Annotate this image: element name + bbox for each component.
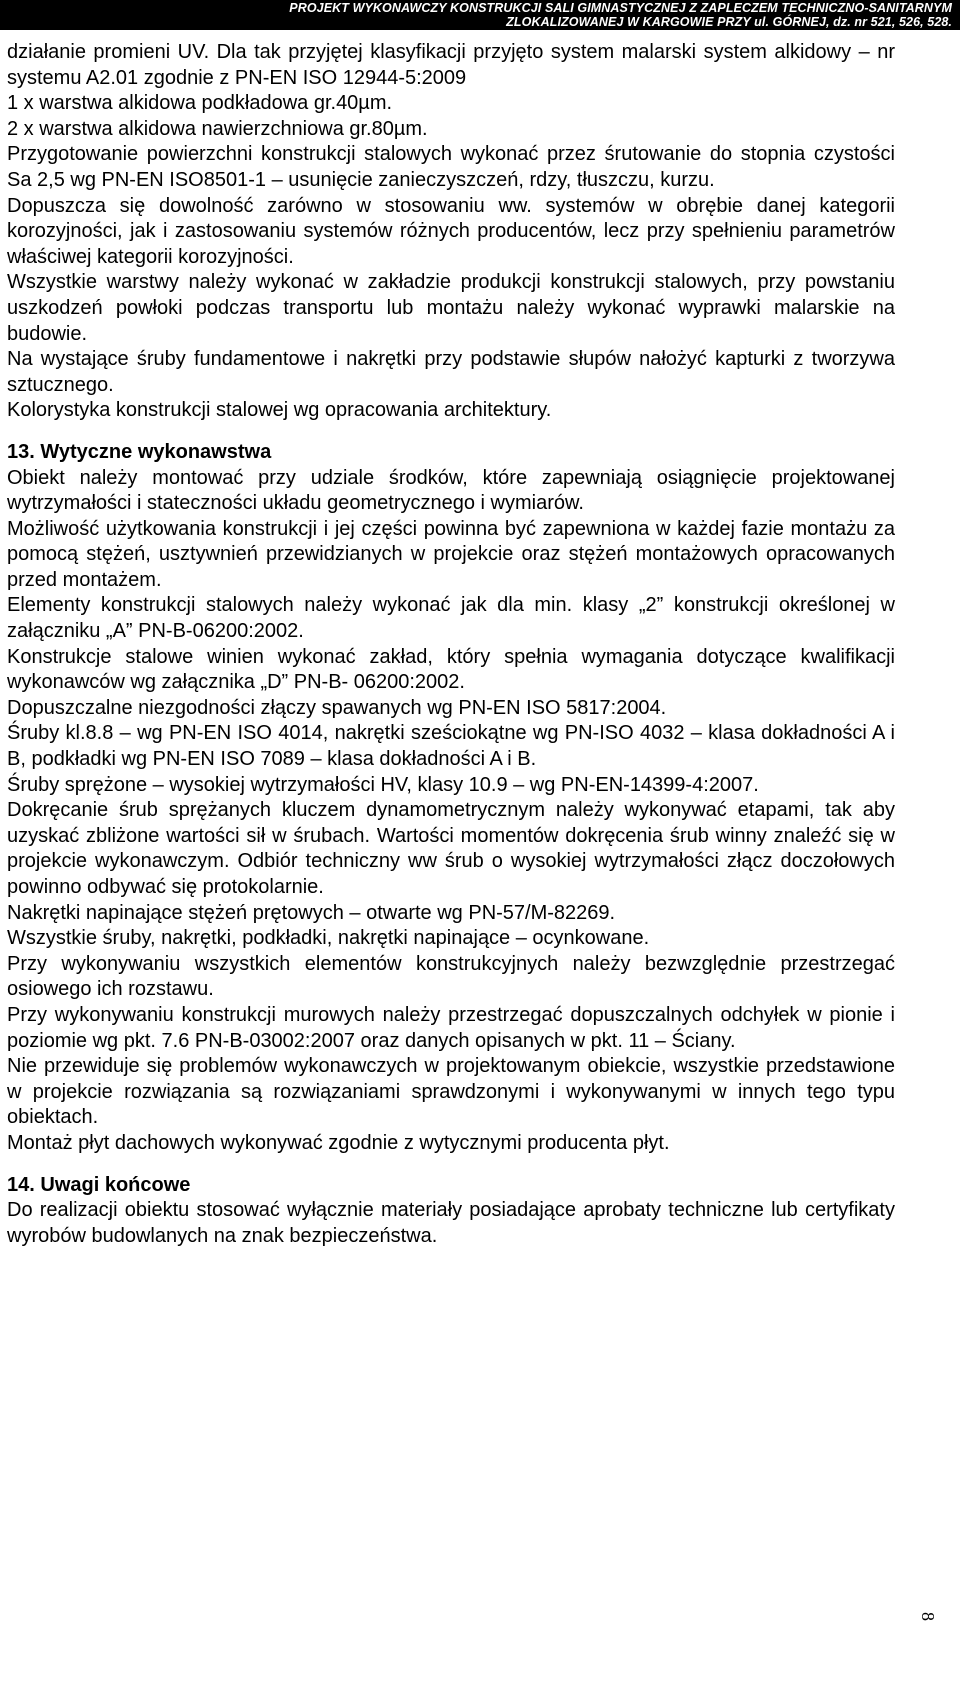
intro-paragraph: Na wystające śruby fundamentowe i nakrętki przy podstawie słupów nałożyć kapturki z tworzywa sztucznego.: [7, 348, 895, 396]
intro-paragraph: Przygotowanie powierzchni konstrukcji stalowych wykonać przez śrutowanie do stopnia czystości Sa 2,5 wg PN-EN ISO8501-1 – usunięcie zanieczyszczeń, rdzy, tłuszczu, kurzu.: [7, 143, 895, 191]
page-number: 8: [918, 1612, 938, 1621]
section-14-number: 14.: [7, 1173, 35, 1196]
section-13-heading: [7, 440, 895, 466]
intro-paragraph: Dopuszcza się dowolność zarówno w stosowaniu ww. systemów w obrębie danej kategorii korozyjności, jak i zastosowaniu systemów różnych producentów, lecz przy spełnieniu parametrów właściwej kategorii korozyjności.: [7, 194, 895, 268]
intro-paragraph: Kolorystyka konstrukcji stalowej wg opracowania architektury.: [7, 399, 552, 422]
section-spacer: [7, 1157, 895, 1173]
section-13-paragraph: Nie przewiduje się problemów wykonawczych w projektowanym obiekcie, wszystkie przedstawione w projekcie rozwiązania są rozwiązaniami sprawdzonymi i wykonywanymi w innych tego typu obiektach.: [7, 1055, 895, 1129]
header-line-2: ZLOKALIZOWANEJ W KARGOWIE PRZY ul. GÓRNEJ, dz. nr 521, 526, 528.: [506, 15, 952, 29]
section-13-paragraph: Nakrętki napinające stężeń prętowych – otwarte wg PN-57/M-82269.: [7, 901, 616, 924]
section-13-paragraph: Konstrukcje stalowe winien wykonać zakład, który spełnia wymagania dotyczące kwalifikacji wykonawców wg załącznika „D” PN-B- 06200:2002.: [7, 645, 895, 694]
section-13-paragraph: Dopuszczalne niezgodności złączy spawanych wg PN-EN ISO 5817:2004.: [7, 696, 667, 719]
section-spacer: [7, 424, 895, 440]
section-13-paragraph: Obiekt należy montować przy udziale środków, które zapewniają osiągnięcie projektowanej wytrzymałości i stateczności układu geometrycznego i wymiarów.: [7, 466, 895, 515]
document-header: [0, 0, 960, 30]
section-14-heading: [7, 1173, 895, 1199]
section-13-paragraph: Montaż płyt dachowych wykonywać zgodnie z wytycznymi producenta płyt.: [7, 1131, 670, 1154]
section-13-title: Wytyczne wykonawstwa: [40, 440, 272, 463]
intro-paragraph: 1 x warstwa alkidowa podkładowa gr.40µm.: [7, 92, 393, 115]
section-13-paragraph: Wszystkie śruby, nakrętki, podkładki, nakrętki napinające – ocynkowane.: [7, 927, 650, 950]
intro-paragraph: działanie promieni UV. Dla tak przyjętej klasyfikacji przyjęto system malarski system alkidowy – nr systemu A2.01 zgodnie z PN-EN ISO 12944-5:2009: [7, 41, 895, 89]
intro-paragraph: 2 x warstwa alkidowa nawierzchniowa gr.80µm.: [7, 117, 428, 140]
header-line-1: PROJEKT WYKONAWCZY KONSTRUKCJI SALI GIMNASTYCZNEJ Z ZAPLECZEM TECHNICZNO-SANITARNYM: [289, 1, 952, 15]
section-13-paragraph: Dokręcanie śrub sprężanych kluczem dynamometrycznym należy wykonywać etapami, tak aby uzyskać zbliżone wartości sił w śrubach. Wartości momentów dokręcenia śrub winny znaleźć się w projekcie wykonawczym. Odbiór techniczny ww śrub o wysokiej wytrzymałości złącz doczołowych powinno odbywać się protokolarnie.: [7, 799, 895, 898]
section-14-paragraph: Do realizacji obiektu stosować wyłącznie materiały posiadające aprobaty techniczne lub certyfikaty wyrobów budowlanych na znak bezpieczeństwa.: [7, 1199, 895, 1247]
document-body: [7, 40, 895, 1249]
section-13-paragraph: Przy wykonywaniu konstrukcji murowych należy przestrzegać dopuszczalnych odchyłek w pionie i poziomie wg pkt. 7.6 PN-B-03002:2007 oraz danych opisanych w pkt. 11 – Ściany.: [7, 1003, 895, 1052]
section-13-paragraph: Śruby sprężone – wysokiej wytrzymałości HV, klasy 10.9 – wg PN-EN-14399-4:2007.: [7, 773, 759, 796]
section-14-title: Uwagi końcowe: [40, 1173, 191, 1196]
section-13-paragraph: Przy wykonywaniu wszystkich elementów konstrukcyjnych należy bezwzględnie przestrzegać osiowego ich rozstawu.: [7, 952, 895, 1001]
intro-paragraph: Wszystkie warstwy należy wykonać w zakładzie produkcji konstrukcji stalowych, przy powstaniu uszkodzeń powłoki podczas transportu lub montażu należy wykonać wyprawki malarskie na budowie.: [7, 271, 895, 345]
section-13-number: 13.: [7, 440, 35, 463]
section-13-paragraph: Elementy konstrukcji stalowych należy wykonać jak dla min. klasy „2” konstrukcji określonej w załączniku „A” PN-B-06200:2002.: [7, 594, 895, 643]
section-13-paragraph: Śruby kl.8.8 – wg PN-EN ISO 4014, nakrętki sześciokątne wg PN-ISO 4032 – klasa dokładności A i B, podkładki wg PN-EN ISO 7089 – klasa dokładności A i B.: [7, 722, 895, 771]
section-13-paragraph: Możliwość użytkowania konstrukcji i jej części powinna być zapewniona w każdej fazie montażu za pomocą stężeń, usztywnień przewidzianych w projekcie oraz stężeń montażowych opracowanych przed montażem.: [7, 517, 895, 591]
